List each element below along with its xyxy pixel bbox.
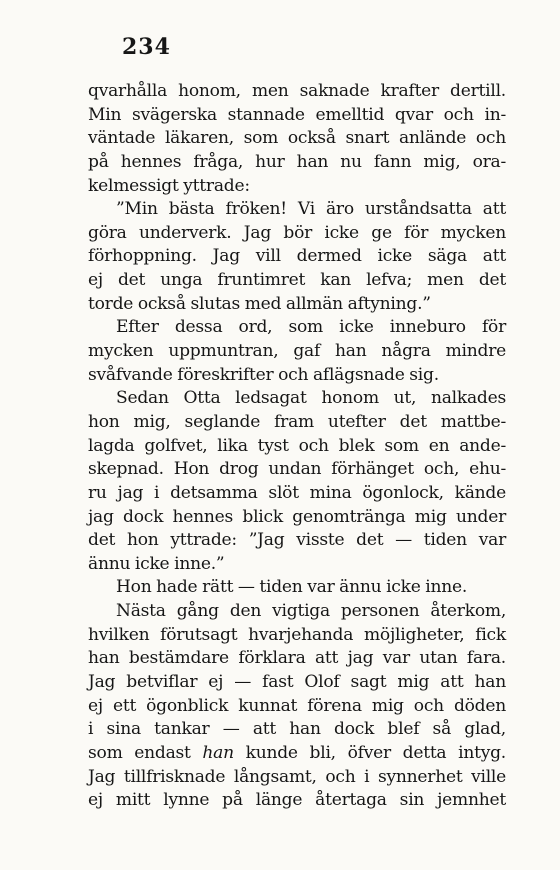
- text-line: Jag tillfrisknade långsamt, och i synnerhet ville: [88, 766, 506, 787]
- text-line: jag dock hennes blick genomtränga mig under: [88, 506, 506, 527]
- text-line: det hon yttrade: ”Jag visste det — tiden var: [88, 530, 506, 551]
- text-line: ej ett ögonblick kunnat förena mig och döden: [88, 695, 506, 716]
- text-line: Jag betviflar ej — fast Olof sagt mig att han: [88, 672, 506, 693]
- text-line: lagda golfvet, lika tyst och blek som en ande-: [88, 435, 506, 456]
- text-line: ru jag i detsamma slöt mina ögonlock, kände: [88, 482, 506, 503]
- text-line: [88, 742, 506, 766]
- text-line: väntade läkaren, som också snart anlände och: [88, 128, 506, 149]
- text-line: ej det unga fruntimret kan lefva; men det: [88, 270, 506, 291]
- text-line: mycken uppmuntran, gaf han några mindre: [88, 341, 506, 362]
- text-line: skepnad. Hon drog undan förhänget och, ehu-: [88, 459, 506, 480]
- text-line: kelmessigt yttrade:: [88, 175, 250, 196]
- text-line: hon mig, seglande fram utefter det mattbe-: [88, 411, 506, 432]
- text-line: göra underverk. Jag bör icke ge för mycken: [88, 222, 506, 243]
- text-line: ej mitt lynne på länge återtaga sin jemnhet: [88, 790, 506, 811]
- text-line: förhoppning. Jag vill dermed icke säga att: [88, 246, 506, 267]
- text-line: i sina tankar — att han dock blef så glad,: [88, 719, 506, 740]
- text-segment: som endast: [88, 742, 203, 763]
- text-line: Min svägerska stannade emelltid qvar och in-: [88, 104, 506, 125]
- text-line: Hon hade rätt — tiden var ännu icke inne.: [116, 577, 468, 598]
- text-line: Efter dessa ord, som icke inneburo för: [116, 317, 506, 338]
- text-line: Nästa gång den vigtiga personen återkom,: [116, 601, 506, 622]
- text-line: på hennes fråga, hur han nu fann mig, ora-: [88, 151, 506, 172]
- text-line: torde också slutas med allmän aftyning.”: [88, 293, 431, 314]
- text-segment: kunde bli, öfver detta intyg.: [233, 742, 506, 763]
- text-line: Sedan Otta ledsagat honom ut, nalkades: [116, 388, 506, 409]
- body-text: [88, 80, 506, 813]
- text-line: ännu icke inne.”: [88, 553, 225, 574]
- text-line: qvarhålla honom, men saknade krafter dertill.: [88, 81, 506, 101]
- text-line: han bestämdare förklara att jag var utan fara.: [88, 648, 506, 669]
- page-number: 234: [122, 34, 171, 60]
- text-line: svåfvande föreskrifter och aflägsnade sig.: [88, 364, 439, 385]
- text-line: ”Min bästa fröken! Vi äro urståndsatta att: [116, 199, 506, 220]
- text-line: hvilken förutsagt hvarjehanda möjligheter, fick: [88, 624, 506, 645]
- italic-word: han: [202, 742, 234, 763]
